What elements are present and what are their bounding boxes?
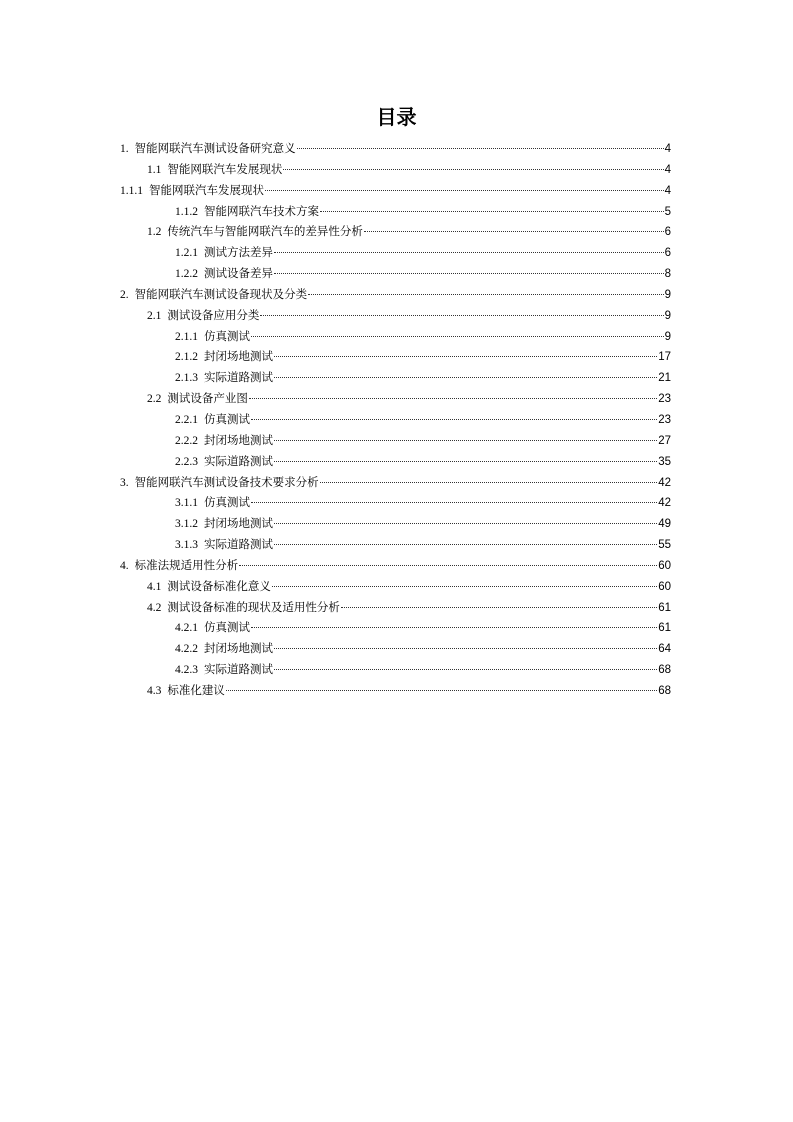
toc-entry-text: 测试设备应用分类 (167, 307, 260, 322)
toc-entry[interactable] (175, 534, 671, 555)
toc-entry-number: 2.2 (147, 393, 162, 406)
toc-dot-leader (274, 523, 657, 524)
toc-dot-leader (251, 419, 657, 420)
toc-entry-page-number: 8 (664, 268, 671, 281)
toc-entry-number: 3.1.2 (175, 518, 198, 531)
toc-entry-label (175, 367, 273, 389)
toc-dot-leader (226, 690, 657, 691)
toc-entry-page-number: 35 (658, 455, 671, 468)
toc-entry-label (120, 472, 319, 494)
toc-entry-page-number: 4 (664, 163, 671, 176)
toc-entry-page-number: 9 (664, 309, 671, 322)
toc-entry-number: 1. (120, 143, 129, 155)
toc-entry-label (120, 555, 238, 577)
toc-entry-page-number: 9 (664, 288, 671, 301)
toc-entry-number: 1.1 (147, 163, 162, 176)
toc-entry-label (175, 326, 250, 348)
toc-entry-page-number: 42 (658, 476, 671, 489)
toc-entry-text: 标准化建议 (167, 682, 225, 697)
toc-entry-text: 测试设备产业图 (167, 391, 248, 406)
toc-entry-label (147, 221, 363, 243)
toc-entry[interactable] (175, 326, 671, 347)
toc-entry[interactable] (120, 138, 671, 159)
toc-entry-page-number: 64 (658, 643, 671, 656)
toc-entry-page-number: 61 (658, 601, 671, 614)
toc-entry-text: 仿真测试 (204, 495, 250, 510)
toc-entry-page-number: 55 (658, 539, 671, 552)
toc-entry[interactable] (175, 617, 671, 638)
toc-entry-number: 3.1.3 (175, 539, 198, 552)
toc-entry[interactable] (147, 576, 671, 597)
toc-entry-text: 测试方法差异 (204, 245, 273, 260)
toc-entry-label (147, 388, 248, 410)
toc-entry-number: 2.1.2 (175, 351, 198, 364)
toc-entry-text: 实际道路测试 (204, 537, 273, 552)
toc-dot-leader (274, 461, 657, 462)
toc-entry-page-number: 61 (658, 622, 671, 635)
toc-entry-number: 4.2.2 (175, 643, 198, 656)
toc-entry[interactable] (175, 263, 671, 284)
toc-dot-leader (308, 294, 663, 295)
toc-entry-number: 1.2.2 (175, 268, 198, 281)
toc-entry[interactable] (175, 409, 671, 430)
toc-entry-number: 4.3 (147, 684, 162, 697)
toc-entry[interactable] (175, 451, 671, 472)
toc-entry-page-number: 49 (658, 518, 671, 531)
toc-dot-leader (274, 377, 657, 378)
toc-entry-text: 封闭场地测试 (204, 516, 273, 531)
toc-entry-number: 2.2.1 (175, 413, 198, 426)
toc-entry-page-number: 4 (664, 143, 671, 155)
toc-entry-label (175, 659, 273, 681)
toc-entry-label (175, 430, 273, 452)
toc-entry-number: 2. (120, 288, 129, 301)
toc-entry-page-number: 68 (658, 684, 671, 697)
toc-entry-text: 封闭场地测试 (204, 432, 273, 447)
toc-entry-text: 智能网联汽车发展现状 (167, 161, 283, 176)
toc-dot-leader (274, 669, 657, 670)
toc-dot-leader (274, 440, 657, 441)
toc-dot-leader (320, 211, 664, 212)
toc-entry[interactable] (147, 680, 671, 701)
toc-entry-text: 封闭场地测试 (204, 349, 273, 364)
toc-dot-leader (297, 148, 664, 149)
toc-entry-label (175, 451, 273, 473)
toc-entry-number: 1.1.2 (175, 205, 198, 218)
toc-dot-leader (274, 273, 664, 274)
toc-entry[interactable] (147, 159, 671, 180)
toc-entry-page-number: 5 (664, 205, 671, 218)
toc-entry-number: 4.1 (147, 580, 162, 593)
toc-entry-page-number: 9 (664, 330, 671, 343)
toc-entry-number: 2.2.3 (175, 455, 198, 468)
toc-dot-leader (249, 398, 657, 399)
toc-entry[interactable] (175, 242, 671, 263)
toc-entry-label (175, 201, 319, 223)
toc-entry-page-number: 68 (658, 664, 671, 677)
toc-entry[interactable] (175, 201, 671, 222)
toc-entry[interactable] (175, 513, 671, 534)
toc-dot-leader (251, 627, 657, 628)
toc-entry[interactable] (147, 597, 671, 618)
toc-entry-number: 2.1.3 (175, 372, 198, 385)
toc-entry-text: 智能网联汽车测试设备技术要求分析 (134, 474, 319, 489)
toc-entry-text: 测试设备标准的现状及适用性分析 (167, 599, 340, 614)
toc-entry-label (147, 305, 259, 327)
toc-entry-number: 4.2.1 (175, 622, 198, 635)
toc-entry-number: 2.2.2 (175, 434, 198, 447)
toc-dot-leader (251, 502, 657, 503)
toc-entry-text: 仿真测试 (204, 411, 250, 426)
toc-entry[interactable] (175, 638, 671, 659)
toc-entry-number: 3.1.1 (175, 497, 198, 510)
toc-entry[interactable] (120, 472, 671, 493)
toc-dot-leader (265, 190, 664, 191)
toc-entry-page-number: 6 (664, 226, 671, 239)
toc-entry[interactable] (120, 284, 671, 305)
toc-entry-number: 4.2.3 (175, 664, 198, 677)
toc-entry-text: 传统汽车与智能网联汽车的差异性分析 (167, 224, 363, 239)
toc-entry-text: 智能网联汽车测试设备研究意义 (134, 141, 296, 155)
toc-entry-text: 实际道路测试 (204, 370, 273, 385)
toc-entry-page-number: 6 (664, 247, 671, 260)
toc-entry-label (147, 159, 282, 181)
toc-dot-leader (251, 336, 664, 337)
toc-entry-label (175, 409, 250, 431)
toc-entry-text: 测试设备标准化意义 (167, 578, 271, 593)
toc-title: 目录 (376, 105, 417, 129)
toc-entry[interactable] (147, 388, 671, 409)
toc-entry-page-number: 60 (658, 580, 671, 593)
toc-entry[interactable] (147, 221, 671, 242)
toc-entry-label (175, 638, 273, 660)
toc-entry-page-number: 23 (658, 393, 671, 406)
toc-dot-leader (320, 482, 658, 483)
toc-entry-label (175, 263, 273, 285)
toc-entry-label (147, 680, 225, 702)
toc-entry-page-number: 17 (658, 351, 671, 364)
toc-entry-number: 3. (120, 476, 129, 489)
toc-entry-number: 2.1.1 (175, 330, 198, 343)
toc-dot-leader (341, 607, 657, 608)
toc-entry[interactable] (147, 305, 671, 326)
table-of-contents (0, 138, 793, 701)
toc-entry[interactable] (120, 555, 671, 576)
toc-dot-leader (364, 231, 664, 232)
toc-entry[interactable] (175, 346, 671, 367)
toc-entry-text: 仿真测试 (204, 328, 250, 343)
toc-entry-label (175, 492, 250, 514)
toc-entry[interactable] (175, 659, 671, 680)
toc-entry[interactable] (175, 492, 671, 513)
toc-entry-page-number: 23 (658, 413, 671, 426)
toc-entry-number: 1.2.1 (175, 247, 198, 260)
toc-dot-leader (260, 315, 663, 316)
toc-entry-text: 智能网联汽车发展现状 (149, 182, 264, 197)
toc-entry-label (147, 597, 340, 619)
toc-entry-number: 4. (120, 559, 129, 572)
toc-entry-text: 智能网联汽车测试设备现状及分类 (134, 286, 308, 301)
toc-entry-label (175, 513, 273, 535)
toc-entry[interactable] (175, 430, 671, 451)
toc-entry-page-number: 4 (664, 184, 671, 197)
toc-dot-leader (274, 252, 664, 253)
toc-entry-number: 2.1 (147, 309, 162, 322)
toc-dot-leader (283, 169, 663, 170)
toc-entry[interactable] (175, 367, 671, 388)
toc-entry-text: 实际道路测试 (204, 453, 273, 468)
toc-entry-text: 标准法规适用性分析 (134, 557, 239, 572)
toc-entry-page-number: 60 (658, 559, 671, 572)
toc-dot-leader (274, 356, 657, 357)
toc-entry-label (175, 534, 273, 556)
toc-entry-text: 封闭场地测试 (204, 641, 273, 656)
toc-dot-leader (239, 565, 657, 566)
toc-dot-leader (274, 648, 657, 649)
toc-entry-page-number: 42 (658, 497, 671, 510)
toc-entry-text: 智能网联汽车技术方案 (204, 203, 319, 218)
toc-entry-label (175, 617, 250, 639)
toc-entry-text: 实际道路测试 (204, 662, 273, 677)
toc-entry-text: 仿真测试 (204, 620, 250, 635)
toc-entry-label (147, 576, 271, 598)
toc-entry-label (120, 284, 307, 306)
toc-entry-label (120, 180, 264, 202)
toc-entry-label (120, 138, 296, 160)
toc-entry[interactable] (120, 180, 671, 201)
toc-entry-text: 测试设备差异 (204, 266, 273, 281)
toc-entry-number: 4.2 (147, 601, 162, 614)
toc-entry-page-number: 21 (658, 372, 671, 385)
toc-entry-page-number: 27 (658, 434, 671, 447)
toc-dot-leader (272, 586, 657, 587)
toc-entry-number: 1.2 (147, 226, 162, 239)
toc-entry-label (175, 242, 273, 264)
toc-dot-leader (274, 544, 657, 545)
toc-entry-label (175, 346, 273, 368)
toc-entry-number: 1.1.1 (120, 184, 143, 197)
